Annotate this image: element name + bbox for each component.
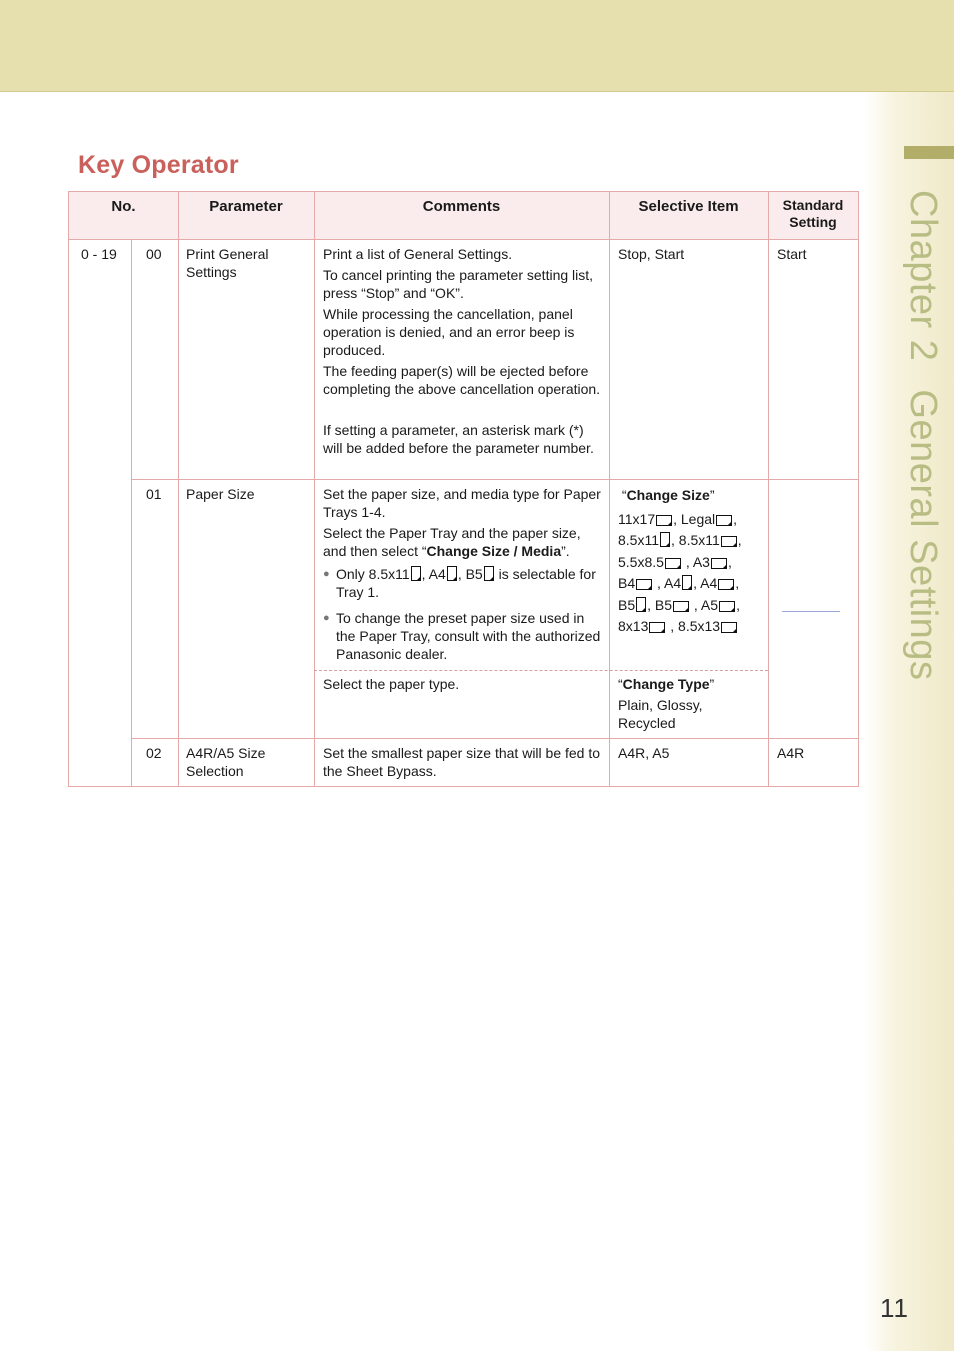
size-option: 5.5x8.5: [618, 553, 664, 570]
col-divider: [131, 239, 132, 786]
paper-portrait-icon: [484, 566, 494, 581]
separator: ,: [737, 532, 742, 548]
size-option: , A5: [690, 596, 719, 613]
comment-line: Set the paper size, and media type for Paper Trays 1-4.: [323, 486, 601, 520]
comment-line: The feeding paper(s) will be ejected before completing the above cancellation operation.: [323, 363, 601, 397]
row-01-selective-type: [618, 675, 763, 732]
bullet-text: [336, 565, 603, 601]
row-00-parameter: Print General Settings: [186, 246, 269, 280]
row-01-selective-size: [618, 485, 763, 638]
separator: ,: [733, 510, 738, 527]
bold-text: Change Size: [626, 487, 710, 503]
row-02-parameter: A4R/A5 Size Selection: [186, 745, 266, 779]
bullet-item: [323, 609, 603, 663]
blank-value-line: [782, 611, 840, 612]
comment-line: If setting a parameter, an asterisk mark (*) will be added before the parameter number.: [323, 422, 594, 456]
paper-landscape-icon: [636, 579, 652, 590]
standard-header-line1: Standard: [782, 197, 844, 213]
paper-portrait-icon: [447, 566, 457, 581]
paper-portrait-icon: [411, 566, 421, 581]
paper-portrait-icon: [636, 597, 646, 612]
bullet-item: [323, 565, 603, 601]
paper-landscape-icon: [721, 536, 737, 547]
size-option: , B5: [647, 596, 673, 613]
chapter-label: Chapter 2: [902, 190, 944, 362]
size-option: , A4: [653, 575, 682, 591]
page-number: 11: [880, 1293, 909, 1323]
paper-landscape-icon: [719, 601, 735, 612]
text-segment: ”.: [561, 543, 570, 559]
chapter-tab-mark: [904, 146, 954, 159]
size-option: , A4: [693, 575, 718, 591]
row-02-selective: A4R, A5: [618, 745, 670, 761]
header-divider: [69, 239, 858, 240]
paper-portrait-icon: [660, 532, 670, 547]
row-divider: [131, 479, 858, 480]
col-header-standard-setting: [768, 192, 858, 239]
comment-line: [323, 524, 603, 560]
text-segment: is selectable for Tray 1.: [336, 566, 596, 600]
paper-landscape-icon: [716, 515, 732, 526]
chapter-side-title: [903, 190, 943, 680]
col-header-no: No.: [69, 192, 178, 239]
settings-table: [68, 191, 859, 787]
size-option: 8x13: [618, 618, 649, 634]
paper-landscape-icon: [721, 622, 737, 633]
chapter-name: General Settings: [902, 389, 944, 681]
size-option: , Legal: [673, 510, 716, 527]
comment-line: While processing the cancellation, panel operation is denied, and an error beep is produced.: [323, 306, 575, 358]
row-01-comments-type: Select the paper type.: [323, 676, 460, 692]
size-option: B5: [618, 596, 636, 613]
size-option: , A3: [681, 553, 710, 570]
comment-line: To cancel printing the parameter setting list, press “Stop” and “OK”.: [323, 267, 594, 301]
col-header-selective-item: Selective Item: [609, 192, 768, 239]
row-00-selective: Stop, Start: [618, 246, 685, 262]
size-option: B4: [618, 575, 636, 591]
col-divider: [768, 192, 769, 786]
row-00-standard: Start: [777, 246, 807, 262]
text-segment: , B5: [457, 566, 483, 582]
row-00-code: 00: [146, 246, 162, 262]
comment-line: Print a list of General Settings.: [323, 246, 513, 262]
group-number: 0 - 19: [81, 246, 117, 262]
bullet-icon: ●: [323, 568, 330, 580]
paper-landscape-icon: [718, 579, 734, 590]
separator: ,: [727, 553, 732, 570]
paper-landscape-icon: [656, 515, 672, 526]
paper-landscape-icon: [665, 558, 681, 569]
row-01-parameter: Paper Size: [186, 486, 255, 502]
paper-portrait-icon: [682, 575, 692, 590]
row-02-comments: Set the smallest paper size that will be fed to the Sheet Bypass.: [323, 745, 601, 779]
change-type-label: “Change Type”: [618, 676, 715, 692]
size-option: 11x17: [618, 510, 656, 527]
size-option: 8.5x11: [618, 532, 659, 548]
paper-size-list: [618, 509, 763, 638]
text-segment: Only 8.5x11: [336, 566, 410, 582]
row-00-comments: [323, 245, 603, 457]
bold-text: Change Type: [622, 676, 710, 692]
paper-landscape-icon: [649, 622, 665, 633]
col-divider: [609, 192, 610, 786]
dashed-divider: [314, 670, 768, 671]
media-type-list: Plain, Glossy, Recycled: [618, 697, 703, 731]
size-option: , 8.5x13: [666, 618, 721, 634]
row-02-standard: A4R: [777, 745, 805, 761]
paper-landscape-icon: [711, 558, 727, 569]
row-01-comments-size: [323, 485, 603, 663]
text-segment: , A4: [421, 566, 446, 582]
separator: ,: [736, 596, 740, 613]
row-02-code: 02: [146, 745, 162, 761]
separator: ,: [735, 575, 740, 591]
row-divider: [131, 738, 858, 739]
size-option: , 8.5x11: [671, 532, 720, 548]
bullet-text: To change the preset paper size used in the Paper Tray, consult with the authorized Panasonic dealer.: [336, 610, 601, 662]
top-band: [0, 0, 954, 92]
bold-text: Change Size / Media: [426, 543, 562, 559]
bullet-icon: ●: [323, 612, 330, 624]
col-divider: [314, 192, 315, 786]
paper-landscape-icon: [673, 601, 689, 612]
col-header-parameter: Parameter: [178, 192, 314, 239]
col-header-comments: Comments: [314, 192, 609, 239]
col-divider: [178, 192, 179, 786]
change-size-label: “Change Size”: [618, 487, 715, 503]
text-segment: Select the Paper Tray and the paper size, and then select “: [323, 525, 581, 559]
section-title: Key Operator: [78, 151, 239, 179]
standard-header-line2: Setting: [789, 214, 837, 230]
row-01-code: 01: [146, 486, 162, 502]
